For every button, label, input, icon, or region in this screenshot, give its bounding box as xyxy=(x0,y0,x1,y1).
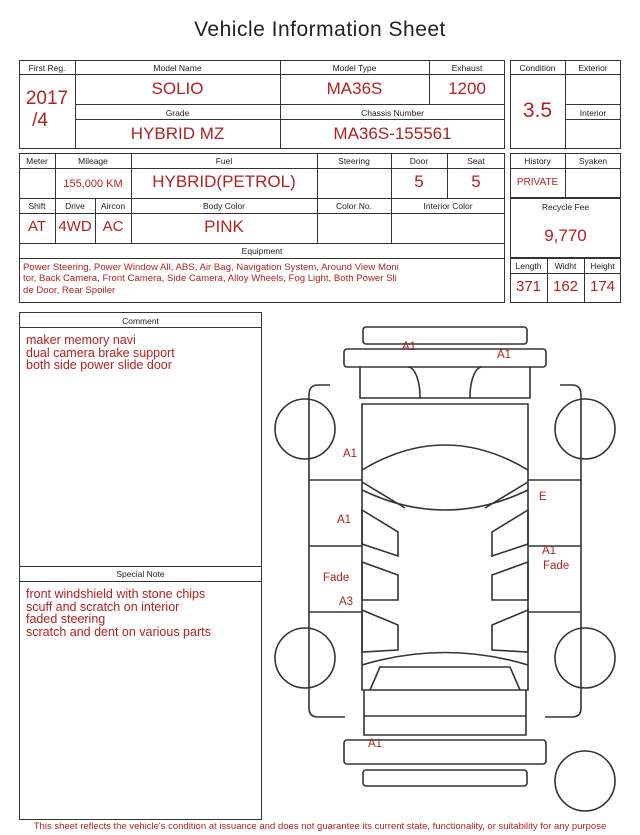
width-label: Widht xyxy=(554,261,577,271)
special-note-line: scratch and dent on various parts xyxy=(26,624,211,639)
equipment-line: Power Steering, Power Window All, ABS, Air Bag, Navigation System, Around View Moni xyxy=(23,262,399,273)
history-label: History xyxy=(524,156,551,166)
shift-label: Shift xyxy=(28,201,46,211)
height-label: Height xyxy=(590,261,615,271)
steering-label: Steering xyxy=(338,156,370,166)
chassis-number-label: Chassis Number xyxy=(361,108,424,118)
grade-value: HYBRID MZ xyxy=(130,124,225,143)
door-value: 5 xyxy=(414,172,424,191)
special-note-line: faded steering xyxy=(26,612,106,626)
width-value: 162 xyxy=(552,278,579,295)
chassis-number-value: MA36S-155561 xyxy=(333,124,452,143)
shift-value: AT xyxy=(27,218,47,235)
damage-mark: Fade xyxy=(323,572,350,584)
model-name-value: SOLIO xyxy=(151,79,204,98)
comment-label: Comment xyxy=(122,316,159,326)
recycle-fee-value: 9,770 xyxy=(544,226,587,245)
comment-line: dual camera brake support xyxy=(26,345,175,360)
meter-label: Meter xyxy=(26,156,48,166)
special-note-label: Special Note xyxy=(116,569,165,579)
model-type-value: MA36S xyxy=(326,79,383,98)
model-name-label: Model Name xyxy=(153,63,202,73)
syaken-label: Syaken xyxy=(578,156,608,166)
first-reg-year: 2017 xyxy=(25,88,69,109)
length-value: 371 xyxy=(515,278,542,295)
color-no-label: Color No. xyxy=(336,201,372,211)
special-note-line: scuff and scratch on interior xyxy=(26,599,180,614)
comment-line: maker memory navi xyxy=(26,333,136,347)
door-label: Door xyxy=(409,156,429,166)
interior-color-label: Interior Color xyxy=(423,201,473,211)
body-color-label: Body Color xyxy=(202,201,246,211)
damage-mark: A1 xyxy=(542,545,557,557)
first-reg-month: /4 xyxy=(32,110,48,131)
drive-value: 4WD xyxy=(58,218,92,235)
disclaimer-footer: This sheet reflects the vehicle's condition at issuance and does not guarantee its current state, functionality, or suitability for any purpose xyxy=(33,821,607,832)
seat-label: Seat xyxy=(467,156,485,166)
exhaust-label: Exhaust xyxy=(451,63,483,73)
grade-label: Grade xyxy=(165,108,190,118)
length-label: Length xyxy=(515,261,542,271)
condition-label: Condition xyxy=(519,63,556,73)
equipment-label: Equipment xyxy=(241,246,283,256)
body-color-value: PINK xyxy=(204,217,244,236)
exhaust-value: 1200 xyxy=(448,79,486,98)
equipment-line: de Door, Rear Spoiler xyxy=(23,284,116,296)
fuel-label: Fuel xyxy=(215,156,233,166)
recycle-fee-label: Recycle Fee xyxy=(541,202,590,212)
aircon-value: AC xyxy=(102,218,124,235)
fuel-value: HYBRID(PETROL) xyxy=(152,172,296,191)
damage-mark: A1 xyxy=(402,341,417,353)
drive-label: Drive xyxy=(65,201,85,211)
comment-line: both side power slide door xyxy=(26,358,172,372)
damage-mark: A1 xyxy=(337,514,352,526)
mileage-value: 155,000 KM xyxy=(63,178,123,190)
damage-mark: A3 xyxy=(339,596,354,608)
special-note-line: front windshield with stone chips xyxy=(26,587,206,601)
model-type-label: Model Type xyxy=(332,63,377,73)
exterior-label: Exterior xyxy=(578,63,608,73)
aircon-label: Aircon xyxy=(100,201,126,211)
damage-mark: Fade xyxy=(543,560,570,572)
damage-mark: E xyxy=(539,491,547,503)
height-value: 174 xyxy=(589,278,616,295)
equipment-line: tor, Back Camera, Front Camera, Side Camera, Alloy Wheels, Fog Light, Both Power Sli xyxy=(23,273,397,285)
condition-value: 3.5 xyxy=(522,99,553,122)
damage-mark: A1 xyxy=(497,349,512,361)
first-reg-label: First Reg. xyxy=(28,63,66,73)
mileage-label: Mileage xyxy=(78,156,108,166)
seat-value: 5 xyxy=(471,172,481,191)
damage-mark: A1 xyxy=(343,448,358,460)
damage-mark: A1 xyxy=(368,738,383,750)
history-value: PRIVATE xyxy=(516,177,559,188)
sheet-title: Vehicle Information Sheet xyxy=(194,18,446,41)
interior-label: Interior xyxy=(579,108,607,118)
